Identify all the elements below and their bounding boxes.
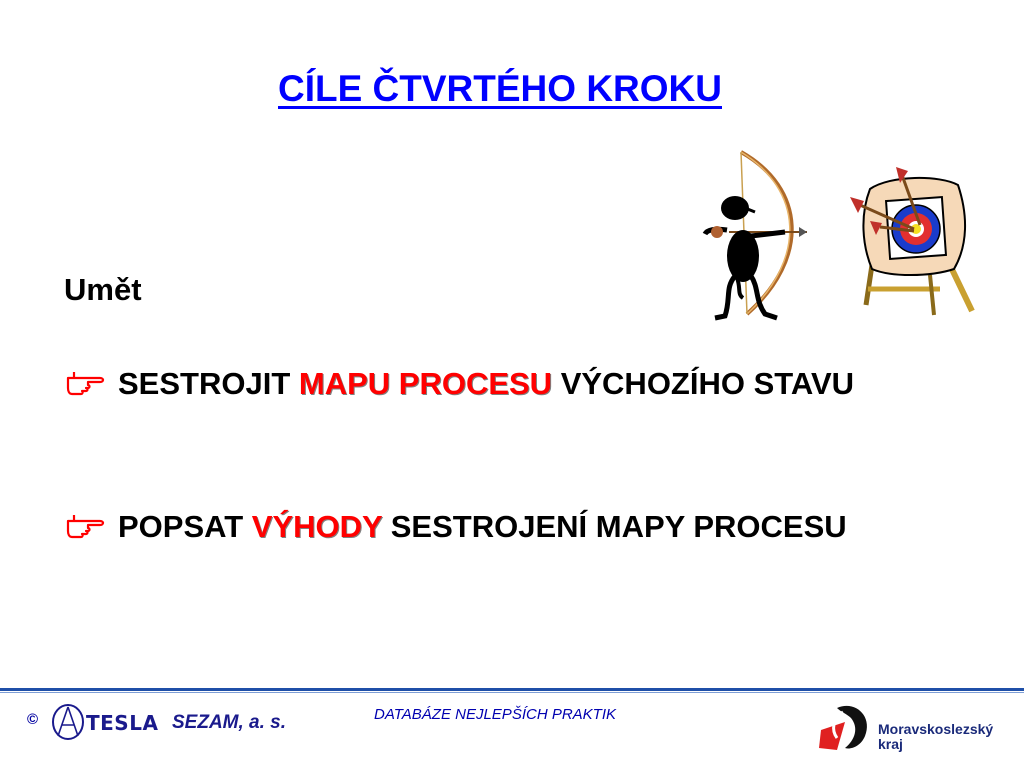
region-name-line2: kraj: [878, 736, 903, 752]
bullet-text-before: SESTROJIT: [118, 366, 299, 401]
region-name-line1: Moravskoslezský: [878, 721, 994, 737]
bullet-text-after: SESTROJENÍ MAPY PROCESU: [382, 509, 847, 544]
bullet-highlight: MAPU PROCESU: [298, 366, 553, 401]
region-logo-icon: [815, 700, 875, 754]
bullet-item: [66, 505, 936, 548]
company-name: SEZAM, a. s.: [172, 712, 287, 733]
pointing-hand-icon: [66, 366, 106, 396]
footer-center-text: DATABÁZE NEJLEPŠÍCH PRAKTIK: [374, 706, 616, 723]
copyright-symbol: ©: [27, 711, 39, 728]
pointing-hand-icon: [66, 509, 106, 539]
region-name: [878, 722, 993, 752]
archer-illustration: [695, 148, 815, 326]
bullet-item: [66, 362, 936, 405]
subheading: Umět: [64, 272, 142, 307]
footer-divider: [0, 688, 1024, 691]
bullet-highlight: VÝHODY: [251, 509, 383, 544]
bullet-text-after: VÝCHOZÍHO STAVU: [552, 366, 855, 401]
bullet-text-before: POPSAT: [118, 509, 252, 544]
target-illustration: [840, 165, 980, 320]
slide-title: CÍLE ČTVRTÉHO KROKU: [278, 68, 722, 109]
tesla-logo-icon: [50, 703, 86, 741]
footer-divider-thin: [0, 692, 1024, 693]
company-brand: TESLA: [86, 711, 159, 735]
